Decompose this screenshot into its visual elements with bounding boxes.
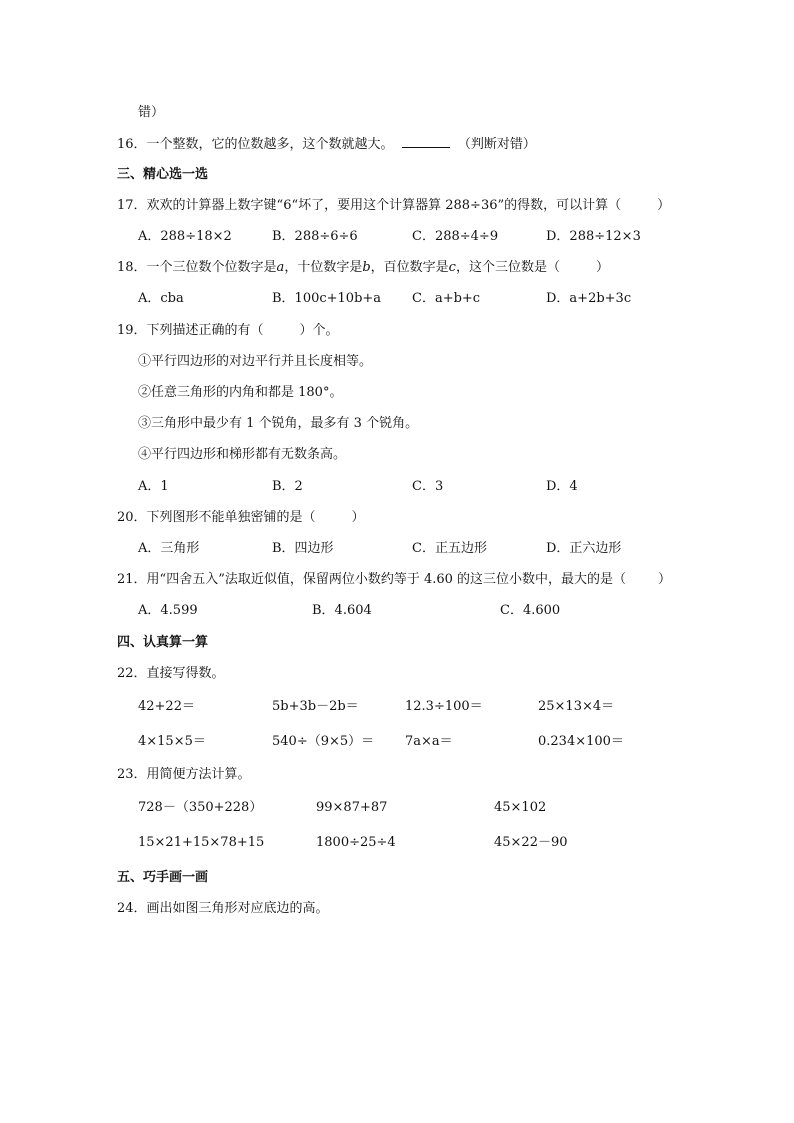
q20-option[interactable]: C．正五边形 <box>412 541 487 556</box>
q19-option[interactable]: C．3 <box>412 479 444 494</box>
q22-stem: 22．直接写得数。 <box>117 666 225 681</box>
q19-option[interactable]: B．2 <box>272 479 303 494</box>
q18-stem-d: ，这个三位数是（ <box>455 260 560 275</box>
q17-close: ） <box>657 198 671 213</box>
q23-expression: 45×22－90 <box>494 835 568 850</box>
section-5-heading: 五、巧手画一画 <box>117 870 209 885</box>
q19-item: ③三角形中最少有 1 个锐角，最多有 3 个锐角。 <box>138 416 419 431</box>
q21-option[interactable]: C．4.600 <box>500 603 561 618</box>
q20-stem-text: 20．下列图形不能单独密铺的是（ <box>117 510 316 525</box>
q19-option[interactable]: A．1 <box>138 479 169 494</box>
q23-expression: 728－（350+228） <box>138 800 263 815</box>
q17-option[interactable]: B．288÷6÷6 <box>272 229 358 244</box>
q23-stem: 23．用简便方法计算。 <box>117 767 251 782</box>
q23-expression: 1800÷25÷4 <box>316 835 396 850</box>
q21-option[interactable]: B．4.604 <box>312 603 372 618</box>
q17-option[interactable]: C．288÷4÷9 <box>412 229 499 244</box>
q20-close: ） <box>351 510 365 525</box>
q24-stem: 24．画出如图三角形对应底边的高。 <box>117 901 329 916</box>
q16-suffix: （判断对错） <box>457 137 536 152</box>
q18-option[interactable]: B．100c+10b+a <box>272 291 382 306</box>
section-4-heading: 四、认真算一算 <box>117 635 209 650</box>
section-3-heading: 三、精心选一选 <box>117 167 209 182</box>
q22-expression: 540÷（9×5）＝ <box>272 734 375 749</box>
q20-stem <box>117 509 365 527</box>
q19-stem-text: 19．下列描述正确的有（ <box>117 323 264 338</box>
q22-expression: 7a×a＝ <box>405 734 453 749</box>
q18-var-c: c <box>448 260 456 275</box>
q21-stem-text: 21．用“四舍五入”法取近似值，保留两位小数约等于 4.60 的这三位小数中，最大的是（ <box>117 572 627 587</box>
q20-option[interactable]: B．四边形 <box>272 541 334 556</box>
q17-option[interactable]: A．288÷18×2 <box>138 229 232 244</box>
q20-option[interactable]: D．正六边形 <box>546 541 622 556</box>
q17-stem-text: 17．欢欢的计算器上数字键“6“坏了，要用这个计算器算 288÷36”的得数，可以计算（ <box>117 198 622 213</box>
q18-stem-a: 18．一个三位数个位数字是 <box>117 260 277 275</box>
q23-expression: 99×87+87 <box>316 800 388 815</box>
q18-option[interactable]: A．cba <box>138 291 184 306</box>
q15-tail: 错） <box>138 105 165 120</box>
q17-option[interactable]: D．288÷12×3 <box>546 229 641 244</box>
q22-expression: 42+22＝ <box>138 699 195 714</box>
q18-stem-b: ，十位数字是 <box>284 260 363 275</box>
q19-stem <box>117 322 339 340</box>
q20-option[interactable]: A．三角形 <box>138 541 200 556</box>
q18-close: ） <box>595 260 609 275</box>
q19-item: ②任意三角形的内角和都是 180°。 <box>138 385 343 400</box>
q21-option[interactable]: A．4.599 <box>138 603 198 618</box>
q22-expression: 4×15×5＝ <box>138 734 206 749</box>
q19-item: ④平行四边形和梯形都有无数条高。 <box>138 447 347 462</box>
q18-option[interactable]: C．a+b+c <box>412 291 481 306</box>
q22-expression: 0.234×100＝ <box>538 734 624 749</box>
q19-item: ①平行四边形的对边平行并且长度相等。 <box>138 354 373 369</box>
q16-text: 16．一个整数，它的位数越多，这个数就越大。 <box>117 137 394 152</box>
q21-close: ） <box>658 572 672 587</box>
q21-stem <box>117 571 671 589</box>
q19-close: ）个。 <box>299 323 339 338</box>
q22-expression: 12.3÷100＝ <box>405 699 483 714</box>
q16-blank[interactable] <box>402 135 450 148</box>
q23-expression: 45×102 <box>494 800 547 815</box>
q23-expression: 15×21+15×78+15 <box>138 835 265 850</box>
q18-var-b: b <box>362 260 371 275</box>
q18-var-a: a <box>276 260 285 275</box>
q18-option[interactable]: D．a+2b+3c <box>546 291 632 306</box>
q19-option[interactable]: D．4 <box>546 479 578 494</box>
q17-stem <box>117 197 670 215</box>
q18-stem <box>117 259 609 277</box>
q18-stem-c: ，百位数字是 <box>370 260 449 275</box>
q22-expression: 25×13×4＝ <box>538 699 615 714</box>
q22-expression: 5b+3b－2b＝ <box>272 699 359 714</box>
q16 <box>117 135 536 154</box>
